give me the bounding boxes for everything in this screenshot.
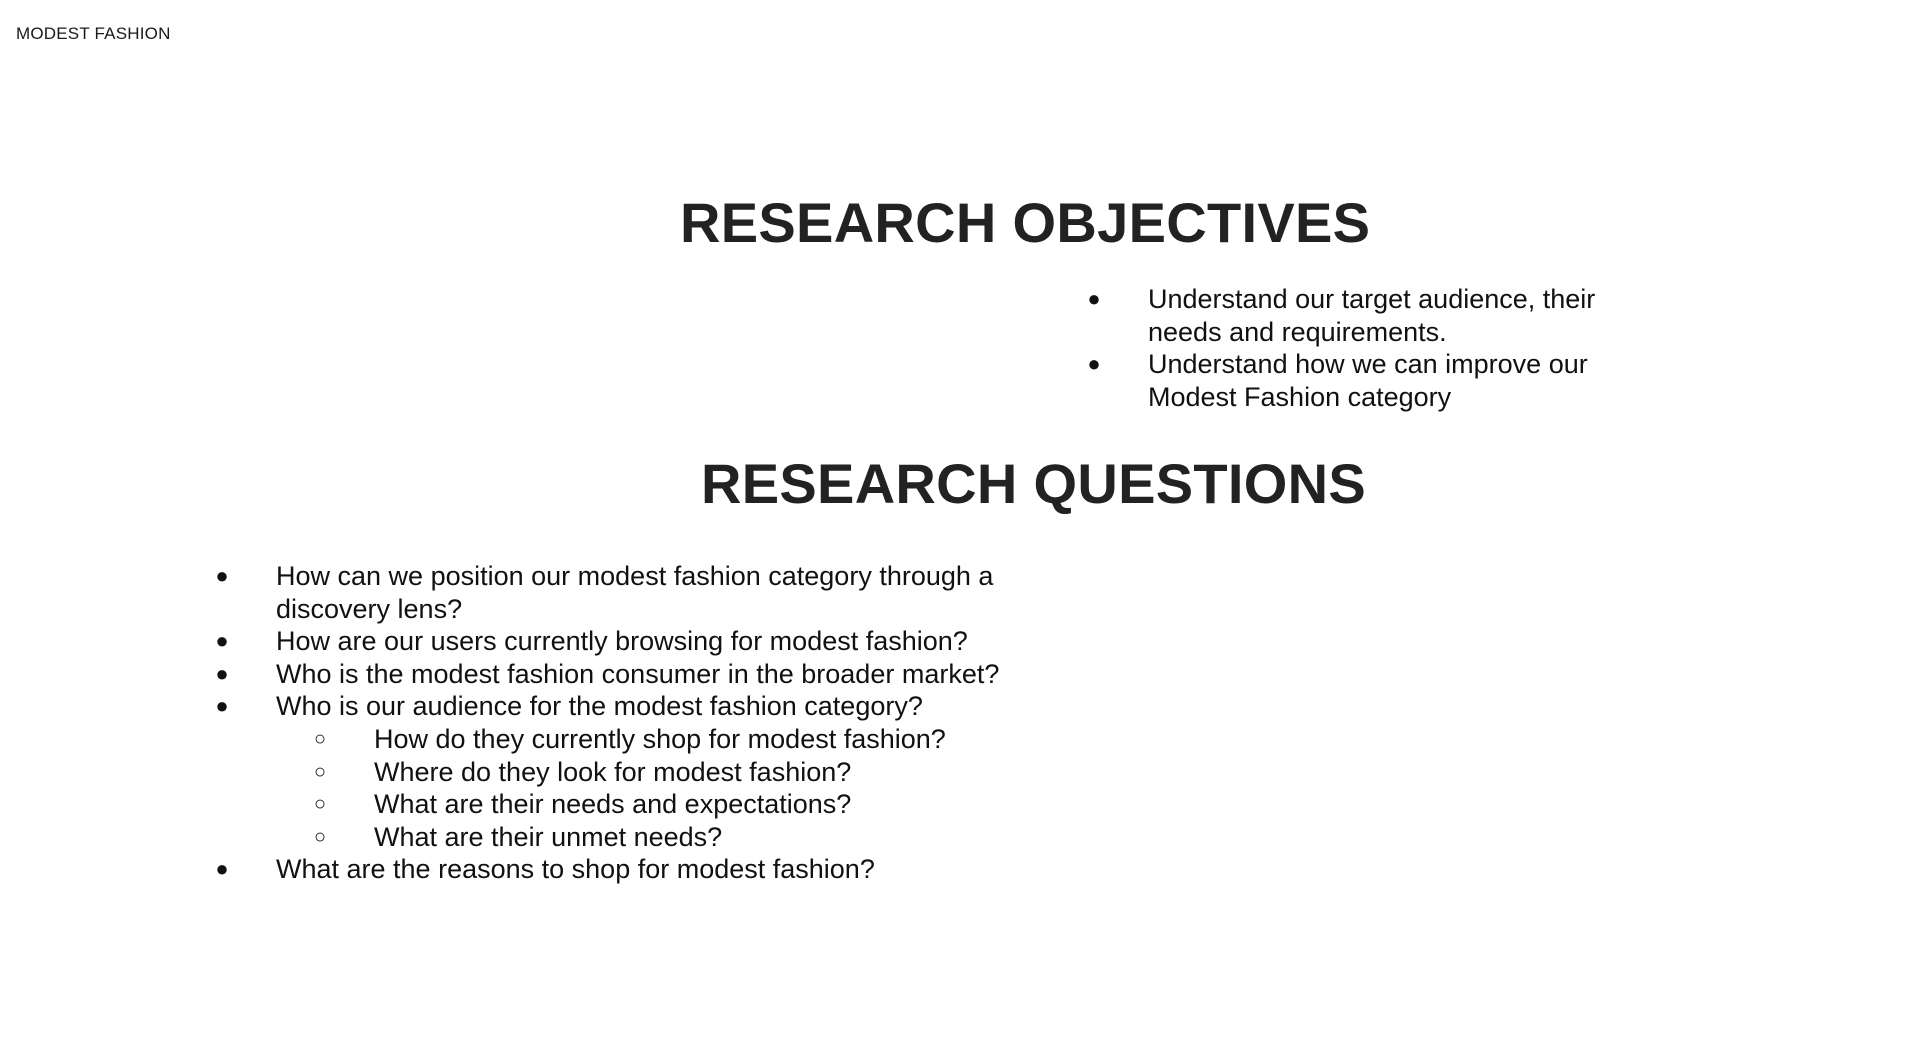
sub-question-text: Where do they look for modest fashion? — [374, 756, 852, 787]
objectives-list — [1087, 283, 1638, 413]
sub-question-list — [276, 723, 1016, 853]
objective-text: Understand how we can improve our Modest Fashion category — [1148, 349, 1588, 412]
bullet-circle-icon: ○ — [313, 760, 327, 783]
sub-question-item — [313, 788, 1016, 821]
bullet-dot-icon: ● — [1087, 286, 1101, 311]
questions-list — [215, 560, 1016, 886]
question-text: How can we position our modest fashion category through a discovery lens? — [276, 561, 994, 624]
bullet-dot-icon: ● — [215, 628, 229, 654]
slide-label: MODEST FASHION — [16, 24, 171, 43]
bullet-dot-icon: ● — [215, 856, 229, 882]
bullet-circle-icon: ○ — [313, 825, 327, 848]
sub-question-text: What are their unmet needs? — [374, 821, 723, 852]
sub-question-item — [313, 756, 1016, 789]
sub-question-text: What are their needs and expectations? — [374, 789, 852, 820]
bullet-circle-icon: ○ — [313, 727, 327, 750]
question-text: How are our users currently browsing for modest fashion? — [276, 626, 968, 657]
question-item — [215, 625, 1016, 658]
objective-item — [1087, 283, 1638, 348]
question-item — [215, 658, 1016, 691]
question-text: Who is our audience for the modest fashion category? — [276, 691, 923, 722]
question-text: What are the reasons to shop for modest fashion? — [276, 854, 875, 885]
bullet-dot-icon: ● — [1087, 351, 1101, 377]
bullet-dot-icon: ● — [215, 693, 229, 719]
objective-item — [1087, 348, 1638, 413]
objectives-heading: RESEARCH OBJECTIVES — [680, 191, 1371, 254]
bullet-dot-icon: ● — [215, 563, 229, 588]
sub-question-item — [313, 821, 1016, 854]
bullet-dot-icon: ● — [215, 660, 229, 686]
objective-text: Understand our target audience, their needs and requirements. — [1148, 284, 1596, 347]
question-item — [215, 853, 1016, 886]
questions-heading: RESEARCH QUESTIONS — [701, 452, 1367, 515]
sub-question-text: How do they currently shop for modest fashion? — [374, 723, 946, 754]
sub-question-item — [313, 723, 1016, 756]
question-item — [215, 690, 1016, 853]
question-item — [215, 560, 1016, 625]
question-text: Who is the modest fashion consumer in the broader market? — [276, 658, 1000, 689]
bullet-circle-icon: ○ — [313, 793, 327, 816]
